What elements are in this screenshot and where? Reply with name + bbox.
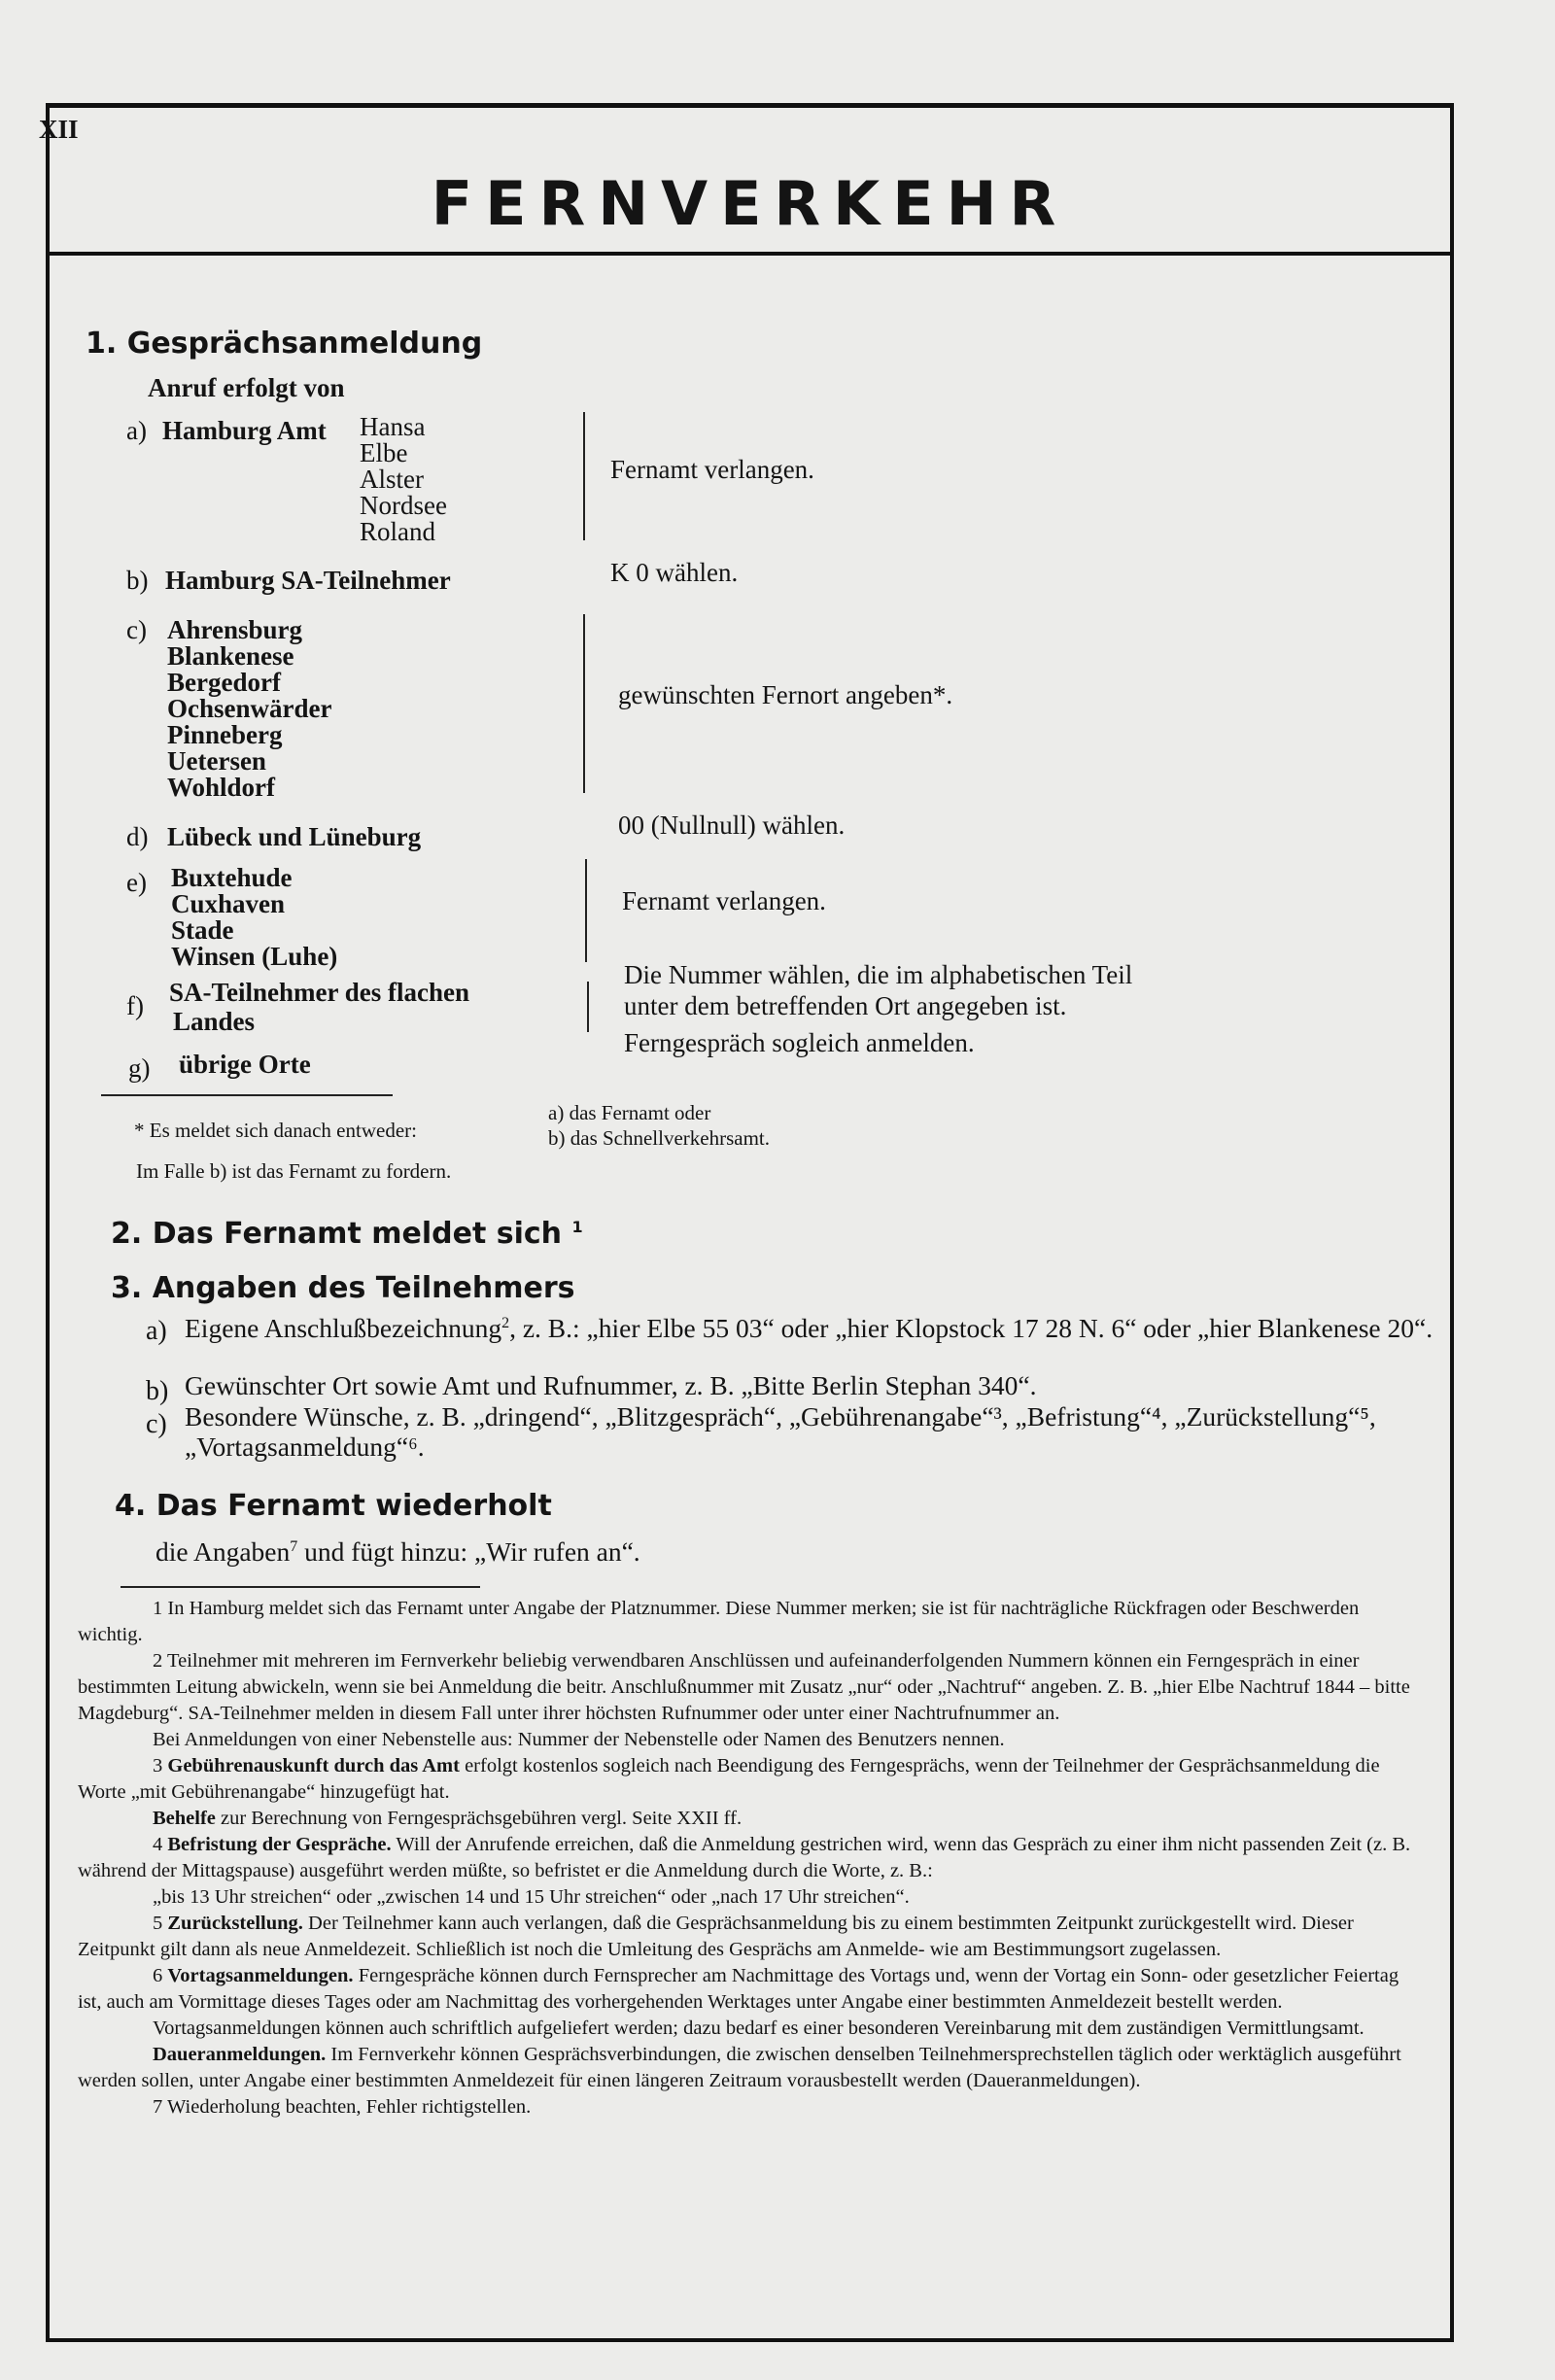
place-pinneberg: Pinneberg xyxy=(167,720,283,749)
exchange-hansa: Hansa xyxy=(360,412,426,441)
footnote-7: 7 Wiederholung beachten, Fehler richtigstellen. xyxy=(153,2096,532,2118)
note-rule xyxy=(101,1094,393,1096)
item-3a-text xyxy=(185,1308,1438,1343)
item-3a-text-part1: Eigene Anschlußbezeichnung xyxy=(185,1313,502,1344)
footnote-5-number: 5 xyxy=(153,1913,163,1934)
section-4-text-part1: die Angaben xyxy=(156,1536,291,1568)
footnote-ref-2: 2 xyxy=(501,1315,510,1331)
item-d-action: 00 (Nullnull) wählen. xyxy=(618,811,846,840)
footnote-6-text: Ferngespräche können durch Fernsprecher am Nachmittage des Vortags und, wenn der Vortag ein Sonn- oder gesetzlicher Feiertag ist, auch am Vormittage dieses Tages oder am Nachmittag des vorhergehenden Werktages unter Angabe einer bestimmten Anmeldezeit bestellt werden. xyxy=(78,1965,1400,2013)
place-uetersen: Uetersen xyxy=(167,746,266,776)
item-c-label: c) xyxy=(126,615,147,644)
footnote-4b: „bis 13 Uhr streichen“ oder „zwischen 14 und 15 Uhr streichen“ oder „nach 17 Uhr streichen“. xyxy=(153,1886,910,1908)
section-1-intro: Anruf erfolgt von xyxy=(148,373,345,402)
footnote-3 xyxy=(78,1753,1419,1806)
section-4-text xyxy=(156,1532,1322,1567)
brace-e xyxy=(585,859,587,962)
footnote-5-title: Zurückstellung. xyxy=(167,1913,303,1934)
section-2-title: 2. Das Fernamt meldet sich xyxy=(111,1217,563,1251)
place-buxtehude: Buxtehude xyxy=(171,863,293,892)
footnote-6c-title: Daueranmeldungen. xyxy=(153,2044,327,2065)
item-f-action-line2: unter dem betreffenden Ort angegeben ist. xyxy=(624,991,1067,1020)
item-g-place: übrige Orte xyxy=(179,1050,311,1079)
footnote-ref-1: 1 xyxy=(571,1218,583,1236)
footnote-4 xyxy=(78,1832,1419,1884)
section-4-text-part2: und fügt hinzu: „Wir rufen an“. xyxy=(297,1536,640,1568)
page-number: XII xyxy=(39,115,79,144)
section-4-heading: 4. Das Fernamt wiederholt xyxy=(115,1489,552,1523)
footnote-3-number: 3 xyxy=(153,1755,163,1776)
place-ochsenwaerder: Ochsenwärder xyxy=(167,694,332,723)
note-option-b: b) das Schnellverkehrsamt. xyxy=(548,1126,771,1150)
footnote-5 xyxy=(78,1911,1419,1963)
place-bergedorf: Bergedorf xyxy=(167,668,281,697)
place-ahrensburg: Ahrensburg xyxy=(167,615,303,644)
footnote-2b: Bei Anmeldungen von einer Nebenstelle aus: Nummer der Nebenstelle oder Namen des Benutzers nennen. xyxy=(153,1729,1005,1750)
footnote-4-title: Befristung der Gespräche. xyxy=(167,1834,392,1855)
item-a-action: Fernamt verlangen. xyxy=(610,455,814,484)
footnote-4-text: Will der Anrufende erreichen, daß die Anmeldung gestrichen wird, wenn das Gespräch zu einer ihm nicht passenden Zeit (z. B. während der Mittagspause) ausgeführt werden müßte, so befristet er die Anmeldung durch die Worte, z. B.: xyxy=(78,1834,1411,1881)
item-f-label: f) xyxy=(126,991,144,1020)
item-f-place-line1: SA-Teilnehmer des flachen xyxy=(169,978,470,1007)
item-3b-text: Gewünschter Ort sowie Amt und Rufnummer, z. B. „Bitte Berlin Stephan 340“. xyxy=(185,1370,1037,1400)
place-stade: Stade xyxy=(171,915,234,945)
footnote-3b-title: Behelfe xyxy=(153,1808,216,1829)
item-g-label: g) xyxy=(128,1053,151,1083)
footnote-rule xyxy=(121,1586,480,1588)
item-3b-label: b) xyxy=(146,1376,169,1406)
footnote-1: 1 In Hamburg meldet sich das Fernamt unter Angabe der Platznummer. Diese Nummer merken; sie ist für nachträgliche Rückfragen oder Beschwerden wichtig. xyxy=(78,1598,1360,1645)
item-g-action: Ferngespräch sogleich anmelden. xyxy=(624,1028,975,1057)
item-b-place: Hamburg SA-Teilnehmer xyxy=(165,566,451,595)
note-line1: * Es meldet sich danach entweder: xyxy=(134,1119,417,1142)
item-3a-label: a) xyxy=(146,1316,167,1346)
exchange-alster: Alster xyxy=(360,465,424,494)
item-3c-text: Besondere Wünsche, z. B. „dringend“, „Blitzgespräch“, „Gebührenangabe“³, „Befristung“⁴, „Zurückstellung“⁵, „Vortagsanmeldung“⁶. xyxy=(185,1401,1376,1462)
exchange-elbe: Elbe xyxy=(360,438,408,467)
footnote-6-title: Vortagsanmeldungen. xyxy=(167,1965,354,1986)
footnote-5-text: Der Teilnehmer kann auch verlangen, daß die Gesprächsanmeldung bis zu einem bestimmten Zeitpunkt zurückgestellt wird. Dieser Zeitpunkt gilt dann als neue Anmeldezeit. Schließlich ist noch die Umleitung des Gesprächs am Anmelde- wie am Bestimmungsort zugelassen. xyxy=(78,1913,1354,1960)
item-e-action: Fernamt verlangen. xyxy=(622,886,826,915)
item-d-place: Lübeck und Lüneburg xyxy=(167,822,422,851)
item-f-action-line1: Die Nummer wählen, die im alphabetischen Teil xyxy=(624,960,1133,989)
section-3-heading: 3. Angaben des Teilnehmers xyxy=(111,1271,575,1305)
footnotes xyxy=(78,1596,1419,2121)
footnote-6b: Vortagsanmeldungen können auch schriftlich aufgeliefert werden; dazu bedarf es einer besonderen Vereinbarung mit dem zuständigen Vermittlungsamt. xyxy=(153,2018,1365,2039)
note-line2: Im Falle b) ist das Fernamt zu fordern. xyxy=(136,1159,452,1183)
page-title: FERNVERKEHR xyxy=(431,168,1069,239)
section-2-heading xyxy=(111,1217,583,1251)
exchange-nordsee: Nordsee xyxy=(360,491,447,520)
item-b-action: K 0 wählen. xyxy=(610,558,739,587)
footnote-3-title: Gebührenauskunft durch das Amt xyxy=(167,1755,460,1776)
footnote-3b xyxy=(78,1806,1419,1832)
footnote-ref-7: 7 xyxy=(290,1538,298,1555)
place-winsen: Winsen (Luhe) xyxy=(171,942,338,971)
item-3a-text-part2: , z. B.: „hier Elbe 55 03“ oder „hier Klopstock 17 28 N. 6“ oder „hier Blankenese 20“. xyxy=(509,1313,1434,1344)
section-1-heading: 1. Gesprächsanmeldung xyxy=(86,327,483,361)
footnote-6 xyxy=(78,1963,1419,2016)
item-e-label: e) xyxy=(126,868,147,897)
footnote-3b-text: zur Berechnung von Ferngesprächsgebühren vergl. Seite XXII ff. xyxy=(215,1808,743,1829)
brace-f xyxy=(587,982,589,1032)
footnote-6c xyxy=(78,2042,1419,2094)
item-3c-label: c) xyxy=(146,1409,167,1439)
brace-a xyxy=(583,412,585,540)
footnote-6-number: 6 xyxy=(153,1965,163,1986)
place-cuxhaven: Cuxhaven xyxy=(171,889,286,918)
brace-c xyxy=(583,614,585,793)
footnote-3-text: erfolgt kostenlos sogleich nach Beendigung des Ferngesprächs, wenn der Teilnehmer der Gesprächsanmeldung die Worte „mit Gebührenangabe“ hinzugefügt hat. xyxy=(78,1755,1380,1803)
place-blankenese: Blankenese xyxy=(167,641,294,671)
note-option-a: a) das Fernamt oder xyxy=(548,1101,711,1124)
item-d-label: d) xyxy=(126,822,149,851)
item-a-label: a) xyxy=(126,416,147,445)
item-f-place-line2: Landes xyxy=(173,1007,256,1036)
title-band xyxy=(50,108,1450,256)
footnote-2: 2 Teilnehmer mit mehreren im Fernverkehr beliebig verwendbaren Anschlüssen und aufeinanderfolgenden Nummern können ein Ferngespräch in einer bestimmten Leitung abwickeln, wenn sie bei Anmeldung die beitr. Anschlußnummer mit Zusatz „nur“ oder „Nachtruf“ angeben. Z. B. „hier Elbe Nachtruf 1844 – bitte Magdeburg“. SA-Teilnehmer melden in diesem Fall unter ihrer höchsten Rufnummer oder unter einer Nachtrufnummer an. xyxy=(78,1650,1410,1724)
footnote-6c-text: Im Fernverkehr können Gesprächsverbindungen, die zwischen denselben Teilnehmersprechstellen täglich oder werktäglich ausgeführt werden sollen, unter Angabe einer bestimmten Anmeldezeit für einen längeren Zeitraum vorausbestellt werden (Daueranmeldungen). xyxy=(78,2044,1401,2091)
item-a-place: Hamburg Amt xyxy=(162,416,327,445)
footnote-4-number: 4 xyxy=(153,1834,163,1855)
place-wohldorf: Wohldorf xyxy=(167,773,276,802)
item-c-action: gewünschten Fernort angeben*. xyxy=(618,680,953,709)
exchange-roland: Roland xyxy=(360,517,435,546)
item-b-label: b) xyxy=(126,566,149,595)
